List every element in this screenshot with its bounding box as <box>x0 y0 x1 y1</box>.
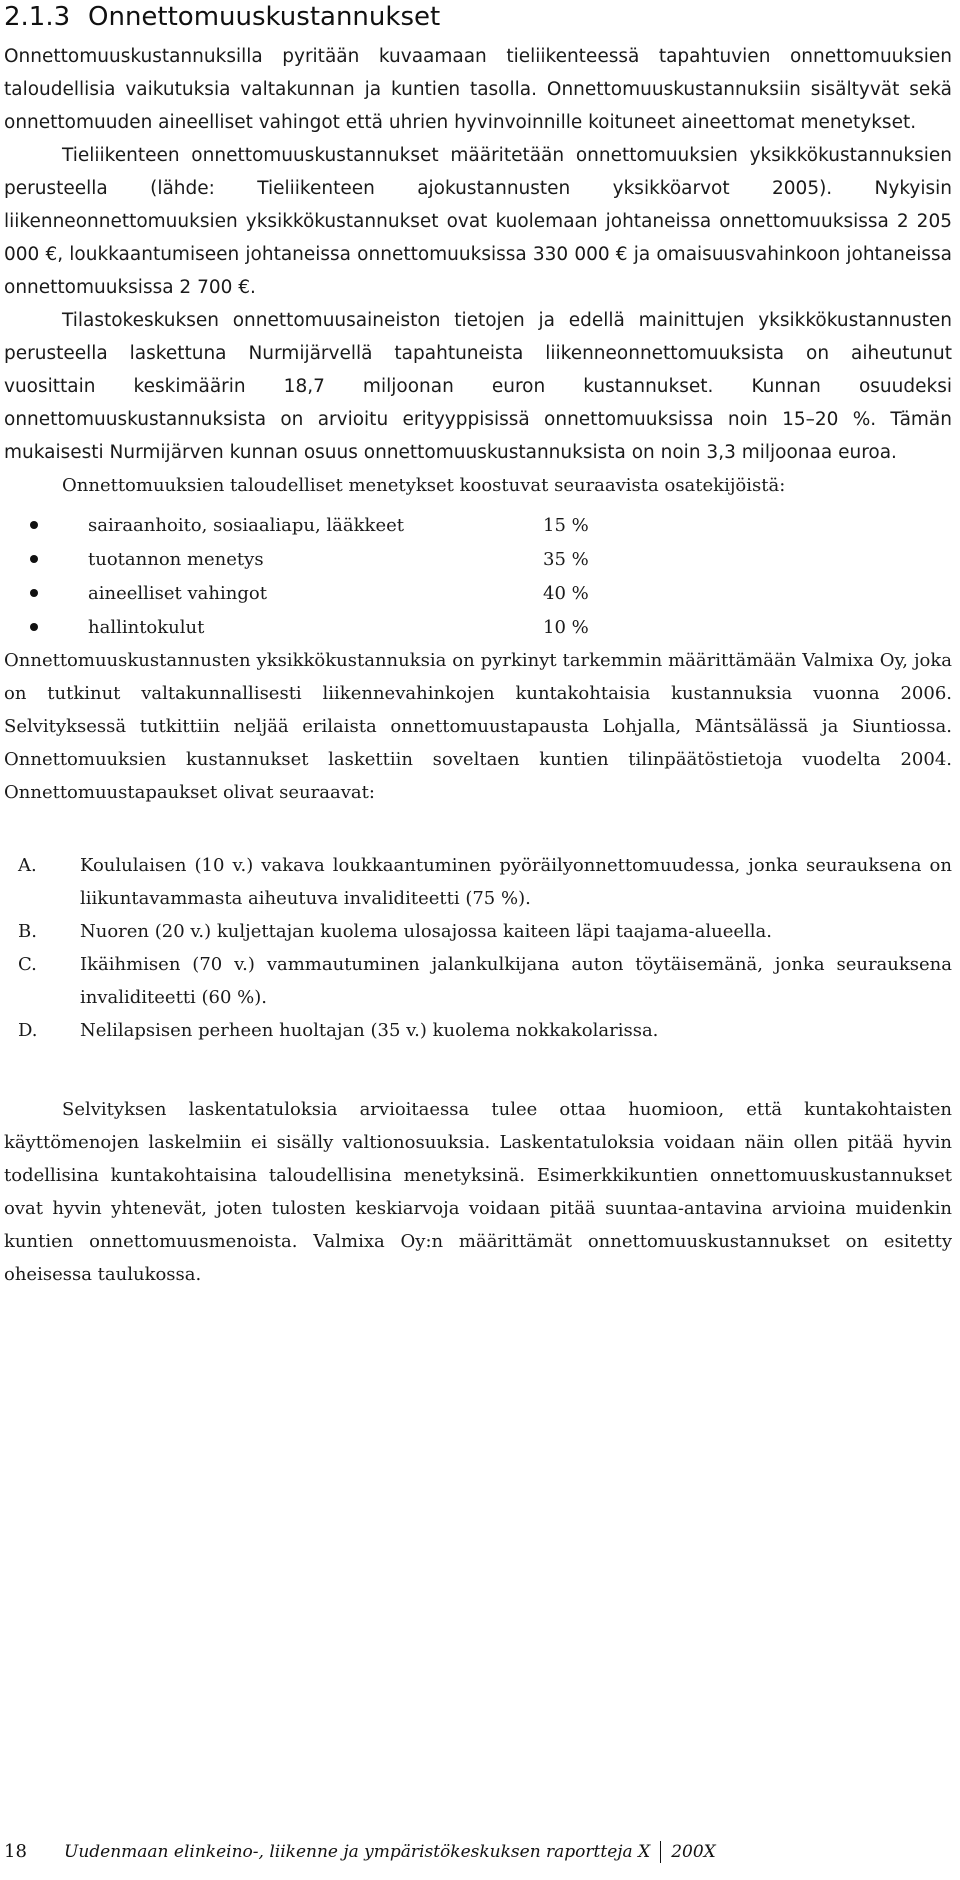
component-share: 15 % <box>543 514 589 536</box>
section-body <box>4 40 952 1291</box>
case-letter: A. <box>18 855 37 876</box>
list-item <box>4 948 952 1014</box>
paragraph-components-intro: Onnettomuuksien taloudelliset menetykset koostuvat seuraavista osatekijöistä: <box>62 475 786 496</box>
bullet-icon <box>30 623 38 631</box>
list-item <box>4 576 952 610</box>
list-item <box>4 915 952 948</box>
paragraph-valmixa: Onnettomuuskustannusten yksikkökustannuksia on pyrkinyt tarkemmin määrittämään Valmixa Oy, joka on tutkinut valtakunnallisesti liikennevahinkojen kuntakohtaisia kustannuksia vuonna 2006. Selvityksessä tutkittiin neljää erilaista onnettomuustapausta Lohjalla, Mäntsälässä ja Siuntiossa. Onnettomuuksien kustannukset laskettiin soveltaen kuntien tilinpäätöstietoja vuodelta 2004. Onnettomuustapaukset olivat seuraavat: <box>4 650 952 803</box>
bullet-icon <box>30 555 38 563</box>
component-share: 10 % <box>543 616 589 638</box>
footer-divider <box>660 1841 661 1863</box>
page-number: 18 <box>4 1841 27 1862</box>
list-item <box>4 1014 952 1047</box>
component-share: 40 % <box>543 582 589 604</box>
case-text: Nuoren (20 v.) kuljettajan kuolema ulosajossa kaiteen läpi taajama-alueella. <box>80 921 772 942</box>
paragraph-intro: Onnettomuuskustannuksilla pyritään kuvaamaan tieliikenteessä tapahtuvien onnettomuuksien taloudellisia vaikutuksia valtakunnan ja kuntien tasolla. Onnettomuuskustannuksiin sisältyvät sekä onnettomuuden aineelliset vahingot että uhrien hyvinvoinnille koituneet aineettomat menetykset. <box>4 46 952 133</box>
list-item <box>4 508 952 542</box>
paragraph-unit-costs: Tieliikenteen onnettomuuskustannukset määritetään onnettomuuksien yksikkökustannuksien perusteella (lähde: Tieliikenteen ajokustannusten yksikköarvot 2005). Nykyisin liikenneonnettomuuksien yksikkökustannukset ovat kuolemaan johtaneissa onnettomuuksissa 2 205 000 €, loukkaantumiseen johtaneissa onnettomuuksissa 330 000 € ja omaisuusvahinkoon johtaneissa onnettomuuksissa 2 700 €. <box>4 145 952 298</box>
component-share: 35 % <box>543 548 589 570</box>
list-item <box>4 610 952 644</box>
paragraph-results: Selvityksen laskentatuloksia arvioitaessa tulee ottaa huomioon, että kuntakohtaisten käyttömenojen laskelmiin ei sisälly valtionosuuksia. Laskentatuloksia voidaan näin ollen pitää hyvin todellisina kuntakohtaisina taloudellisina menetyksinä. Esimerkkikuntien onnettomuuskustannukset ovat hyvin yhtenevät, joten tulosten keskiarvoja voidaan pitää suuntaa-antavina arvioina muidenkin kuntien onnettomuusmenoista. Valmixa Oy:n määrittämät onnettomuuskustannukset on esitetty oheisessa taulukossa. <box>4 1099 952 1285</box>
list-item <box>4 542 952 576</box>
publication-title: Uudenmaan elinkeino-, liikenne ja ympäristökeskuksen raportteja X <box>64 1842 651 1862</box>
bullet-icon <box>30 521 38 529</box>
case-letter: D. <box>18 1020 38 1041</box>
paragraph-nurmijarvi-costs: Tilastokeskuksen onnettomuusaineiston tietojen ja edellä mainittujen yksikkökustannusten perusteella laskettuna Nurmijärvellä tapahtuneista liikenneonnettomuuksista on aiheutunut vuosittain keskimäärin 18,7 miljoonan euron kustannukset. Kunnan osuudeksi onnettomuuskustannuksista on arvioitu erityyppisissä onnettomuuksissa noin 15–20 %. Tämän mukaisesti Nurmijärven kunnan osuus onnettomuuskustannuksista on noin 3,3 miljoonaa euroa. <box>4 310 952 463</box>
page-footer <box>4 1836 944 1868</box>
component-label: hallintokulut <box>88 616 205 638</box>
component-label: aineelliset vahingot <box>88 582 267 604</box>
section-title: Onnettomuuskustannukset <box>88 2 441 32</box>
case-letter: B. <box>18 921 37 942</box>
list-item <box>4 849 952 915</box>
cost-component-list <box>4 508 952 644</box>
component-label: sairaanhoito, sosiaaliapu, lääkkeet <box>88 514 404 536</box>
section-heading <box>4 0 944 34</box>
component-label: tuotannon menetys <box>88 548 264 570</box>
section-number: 2.1.3 <box>4 2 71 32</box>
case-text: Koululaisen (10 v.) vakava loukkaantuminen pyöräilyonnettomuudessa, jonka seurauksena on liikuntavammasta aiheutuva invaliditeetti (75 %). <box>80 855 952 909</box>
accident-case-list <box>4 849 952 1047</box>
case-letter: C. <box>18 954 37 975</box>
case-text: Ikäihmisen (70 v.) vammautuminen jalankulkijana auton töytäisemänä, jonka seurauksena invaliditeetti (60 %). <box>80 954 952 1008</box>
publication-year: 200X <box>671 1842 716 1862</box>
bullet-icon <box>30 589 38 597</box>
case-text: Nelilapsisen perheen huoltajan (35 v.) kuolema nokkakolarissa. <box>80 1020 659 1041</box>
